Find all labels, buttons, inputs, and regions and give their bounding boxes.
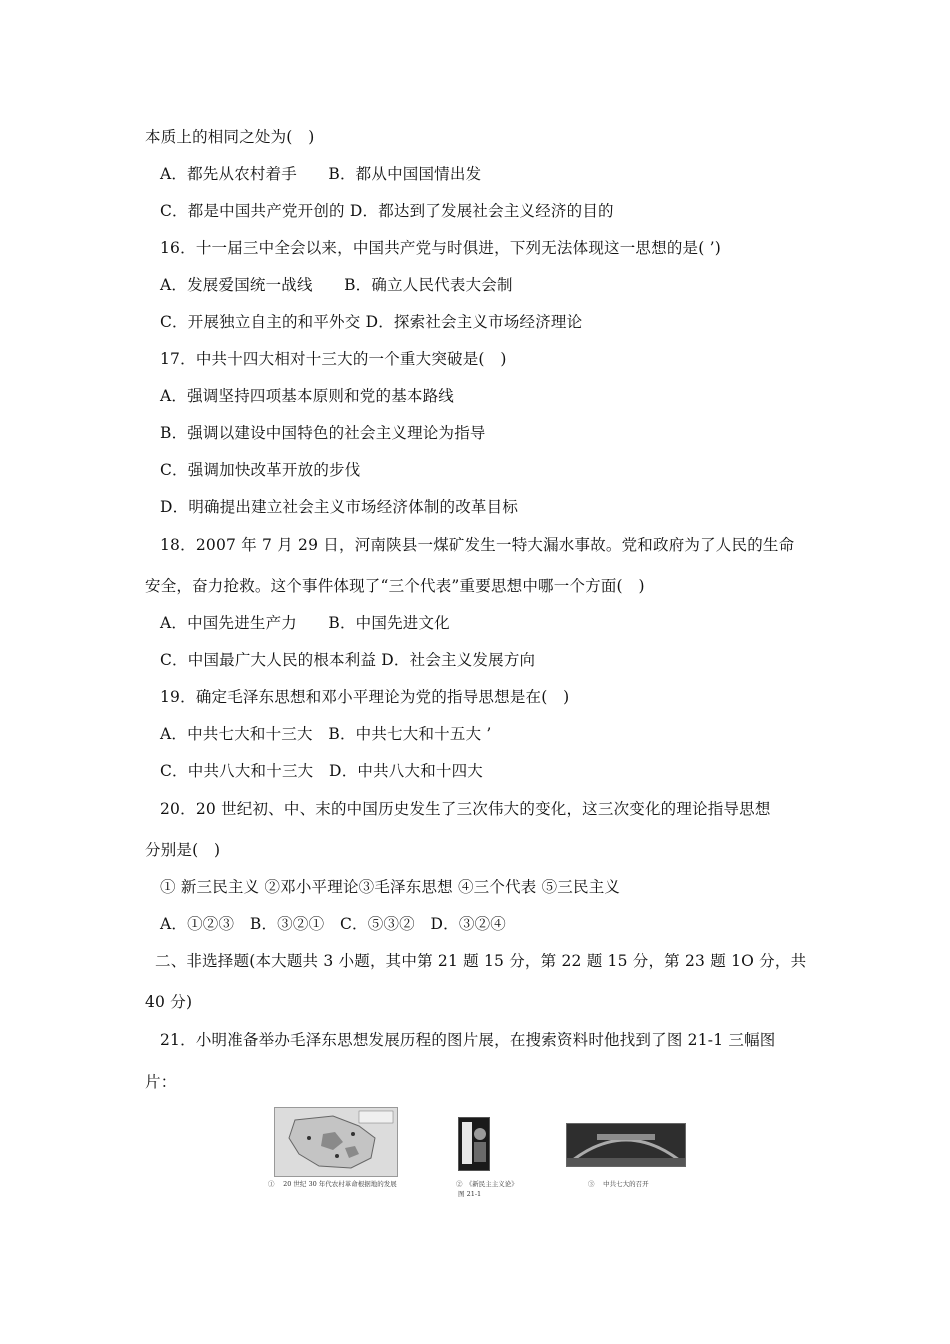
caption-2: ② 《新民主主义论》 <box>456 1180 518 1188</box>
option-line: A．强调坚持四项基本原则和党的基本路线 <box>160 387 454 405</box>
text-line: 本质上的相同之处为( ) <box>145 128 315 146</box>
option-line: A．中共七大和十三大 B．中共七大和十五大 ’ <box>160 725 492 743</box>
figure-label: 图 21-1 <box>458 1190 482 1198</box>
option-line: C．中共八大和十三大 D．中共八大和十四大 <box>160 762 483 780</box>
section-heading: 二、非选择题(本大题共 3 小题，其中第 21 题 15 分，第 22 题 15 分，第 23 题 1O 分，共 <box>155 952 807 970</box>
option-line: A．①②③ B．③②① C．⑤③② D．③②④ <box>160 915 506 933</box>
question-20: 20．20 世纪初、中、末的中国历史发生了三次伟大的变化，这三次变化的理论指导思想 <box>160 800 771 818</box>
option-line: A．中国先进生产力 B．中国先进文化 <box>160 614 450 632</box>
question-16: 16．十一届三中全会以来，中国共产党与时俱进，下列无法体现这一思想的是( ’) <box>160 239 721 257</box>
option-line: C．都是中国共产党开创的 D．都达到了发展社会主义经济的目的 <box>160 202 614 220</box>
option-line: C．开展独立自主的和平外交 D．探索社会主义市场经济理论 <box>160 313 583 331</box>
congress-photo <box>566 1123 686 1167</box>
map-image <box>274 1107 398 1177</box>
question-19: 19．确定毛泽东思想和邓小平理论为党的指导思想是在( ) <box>160 688 570 706</box>
option-line: D．明确提出建立社会主义市场经济体制的改革目标 <box>160 498 519 516</box>
option-line: A．都先从农村着手 B．都从中国国情出发 <box>160 165 482 183</box>
question-21: 21．小明准备举办毛泽东思想发展历程的图片展，在搜索资料时他找到了图 21-1 三幅图 <box>160 1031 776 1049</box>
option-line: C．强调加快改革开放的步伐 <box>160 461 361 479</box>
option-line: B．强调以建设中国特色的社会主义理论为指导 <box>160 424 486 442</box>
caption-3: ③ 中共七大的召开 <box>588 1180 649 1188</box>
option-line: ① 新三民主义 ②邓小平理论③毛泽东思想 ④三个代表 ⑤三民主义 <box>160 878 621 896</box>
text-line: 40 分) <box>145 993 193 1011</box>
text-line: 分别是( ) <box>145 841 221 859</box>
question-18: 18．2007 年 7 月 29 日，河南陕县一煤矿发生一特大漏水事故。党和政府为了人民的生命 <box>160 536 795 554</box>
option-line: C．中国最广大人民的根本利益 D．社会主义发展方向 <box>160 651 536 669</box>
question-17: 17．中共十四大相对十三大的一个重大突破是( ) <box>160 350 507 368</box>
text-line: 片： <box>145 1073 177 1091</box>
text-line: 安全，奋力抢救。这个事件体现了“三个代表”重要思想中哪一个方面( ) <box>145 577 645 595</box>
book-cover-image <box>458 1117 490 1171</box>
figure-21-1 <box>268 1103 688 1198</box>
option-line: A．发展爱国统一战线 B．确立人民代表大会制 <box>160 276 513 294</box>
caption-1: ① 20 世纪 30 年代农村革命根据地的发展 <box>268 1180 397 1188</box>
